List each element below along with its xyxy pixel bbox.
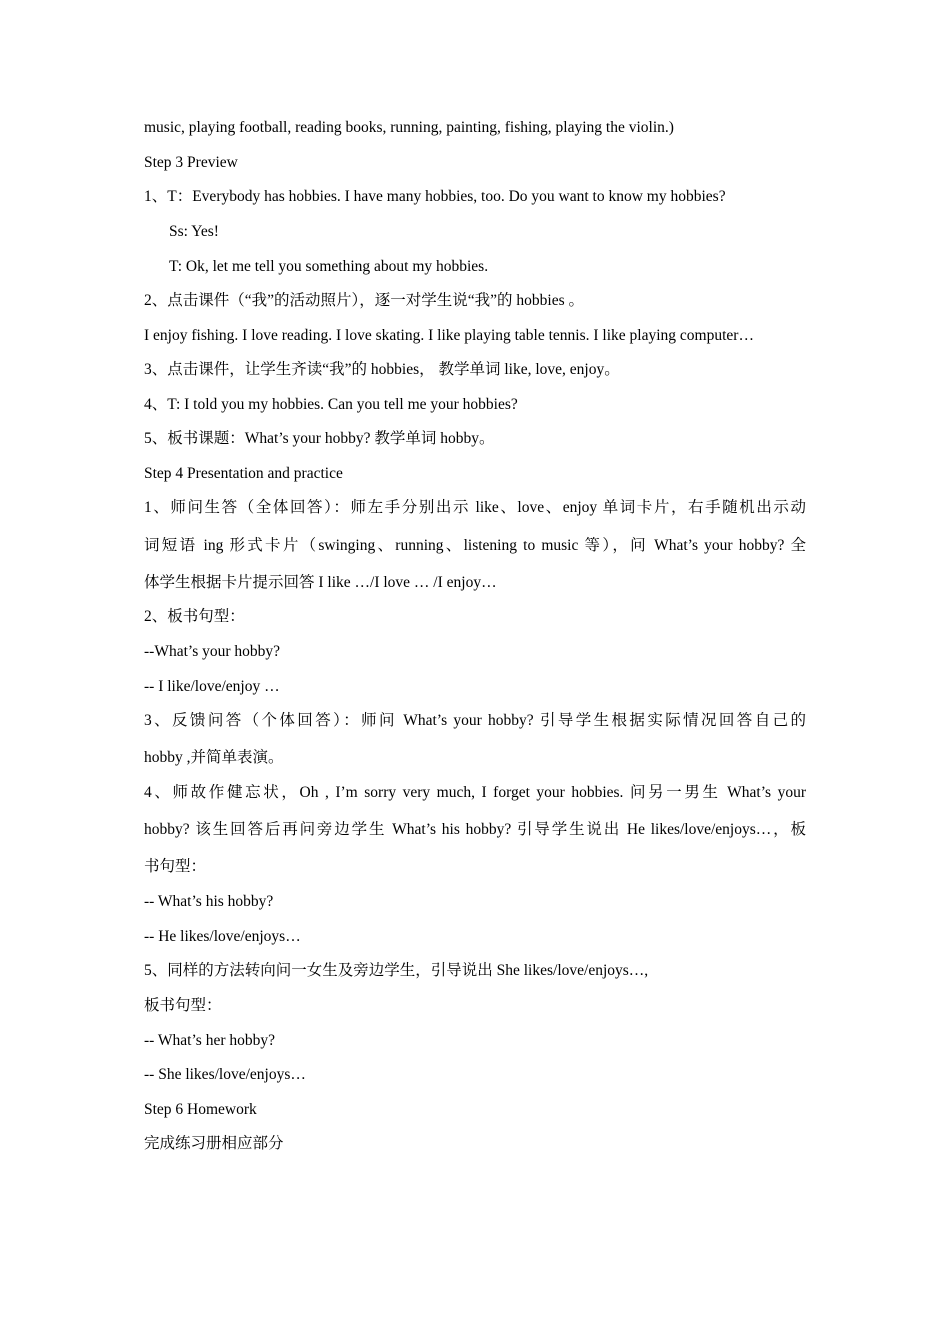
pattern-answer-3: -- She likes/love/enjoys… [144,1066,306,1083]
step3-item-1: 1、T：Everybody has hobbies. I have many hobbies, too. Do you want to know my hobbies? [144,188,726,205]
step4-item-5-board: 板书句型： [144,997,222,1014]
step3-item-5: 5、板书课题：What’s your hobby? 教学单词 hobby。 [144,430,495,447]
step4-item-1-line-3: 体学生根据卡片提示回答 I like …/I love … /I enjoy… [144,574,497,591]
step4-item-3-line-2: hobby ,并简单表演。 [144,749,284,766]
pattern-question-3: -- What’s her hobby? [144,1032,275,1049]
step4-item-1-line-1: 1、师问生答（全体回答）：师左手分别出示 like、love、enjoy 单词卡片，右手随机出示动 [144,499,806,516]
step3-item-1-teacher: T: Ok, let me tell you something about my hobbies. [169,258,489,275]
step3-item-2-examples: I enjoy fishing. I love reading. I love skating. I like playing table tennis. I like playing computer… [144,327,754,344]
step4-item-3-line-1: 3、反馈问答（个体回答）：师问 What’s your hobby? 引导学生根据实际情况回答自己的 [144,712,806,729]
step3-item-3: 3、点击课件，让学生齐读“我”的 hobbies， 教学单词 like, love, enjoy。 [144,361,620,378]
step3-heading: Step 3 Preview [144,154,238,171]
pattern-answer-1: -- I like/love/enjoy … [144,678,280,695]
pattern-question-2: -- What’s his hobby? [144,893,274,910]
step3-item-2: 2、点击课件（“我”的活动照片），逐一对学生说“我”的 hobbies 。 [144,292,584,309]
pattern-answer-2: -- He likes/love/enjoys… [144,928,301,945]
pattern-question-1: --What’s your hobby? [144,643,281,660]
step3-item-1-response: Ss: Yes! [169,223,219,240]
step4-item-5: 5、同样的方法转向问一女生及旁边学生，引导说出 She likes/love/enjoys…, [144,962,649,979]
homework-text: 完成练习册相应部分 [144,1135,284,1152]
step4-item-4-line-3: 书句型： [144,858,207,875]
step4-heading: Step 4 Presentation and practice [144,465,343,482]
text-line-materials: music, playing football, reading books, running, painting, fishing, playing the violin.) [144,119,674,136]
step6-heading: Step 6 Homework [144,1101,257,1118]
step4-item-2: 2、板书句型： [144,608,245,625]
step4-item-4-line-1: 4、师故作健忘状，Oh , I’m sorry very much, I forget your hobbies. 问另一男生 What’s your [144,784,806,801]
step3-item-4: 4、T: I told you my hobbies. Can you tell me your hobbies? [144,396,518,413]
step4-item-4-line-2: hobby? 该生回答后再问旁边学生 What’s his hobby? 引导学生说出 He likes/love/enjoys…，板 [144,821,806,838]
step4-item-1-line-2: 词短语 ing 形式卡片（swinging、running、listening to music 等），问 What’s your hobby? 全 [144,537,806,554]
